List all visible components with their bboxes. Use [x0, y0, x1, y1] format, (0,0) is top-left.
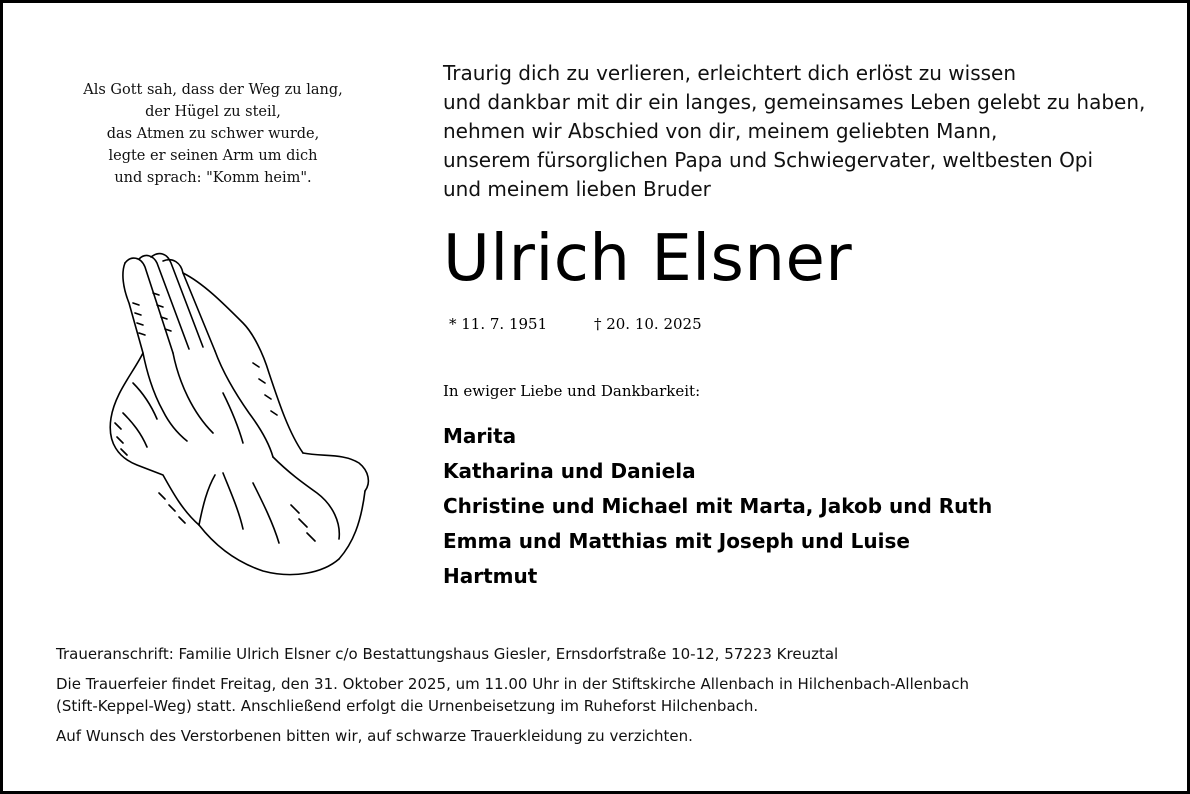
- address-text: Traueranschrift: Familie Ulrich Elsner c/o Bestattungshaus Giesler, Ernsdorfstraße 10-12, 57223 Kreuztal: [56, 645, 839, 663]
- poem-line: legte er seinen Arm um dich: [108, 148, 318, 164]
- birth-date: * 11. 7. 1951: [449, 315, 548, 333]
- intro-line: und meinem lieben Bruder: [443, 177, 711, 201]
- ceremony-line: Die Trauerfeier findet Freitag, den 31. Oktober 2025, um 11.00 Uhr in der Stiftskirche Allenbach in Hilchenbach-Allenbach: [56, 675, 969, 693]
- intro-line: Traurig dich zu verlieren, erleichtert dich erlöst zu wissen: [443, 61, 1017, 85]
- poem-line: Als Gott sah, dass der Weg zu lang,: [83, 82, 343, 98]
- mourner: Christine und Michael mit Marta, Jakob und Ruth: [443, 494, 993, 518]
- intro-line: unserem fürsorglichen Papa und Schwiegervater, weltbesten Opi: [443, 148, 1094, 172]
- intro-line: nehmen wir Abschied von dir, meinem geliebten Mann,: [443, 119, 998, 143]
- mourner: Marita: [443, 424, 517, 448]
- poem-line: das Atmen zu schwer wurde,: [106, 126, 320, 142]
- dress-wish: [56, 725, 1166, 747]
- ceremony-info: [56, 673, 1166, 717]
- life-dates: [449, 314, 702, 334]
- poem-line: und sprach: "Komm heim".: [114, 170, 312, 186]
- deceased-name: Ulrich Elsner: [443, 222, 853, 296]
- mourner: Katharina und Daniela: [443, 459, 696, 483]
- ceremony-line: (Stift-Keppel-Weg) statt. Anschließend erfolgt die Urnenbeisetzung im Ruheforst Hilchenbach.: [56, 697, 759, 715]
- praying-hands-icon: [103, 243, 383, 583]
- mourner: Hartmut: [443, 564, 538, 588]
- mourners-list: [443, 419, 992, 594]
- poem-line: der Hügel zu steil,: [145, 104, 281, 120]
- intro-line: und dankbar mit dir ein langes, gemeinsames Leben gelebt zu haben,: [443, 90, 1146, 114]
- mourner: Emma und Matthias mit Joseph und Luise: [443, 529, 910, 553]
- intro-text: [443, 59, 1163, 204]
- death-date: † 20. 10. 2025: [593, 315, 702, 333]
- wish-text: Auf Wunsch des Verstorbenen bitten wir, auf schwarze Trauerkleidung zu verzichten.: [56, 727, 693, 745]
- funeral-address: [56, 643, 1166, 665]
- dedication-line: In ewiger Liebe und Dankbarkeit:: [443, 382, 701, 400]
- poem: [53, 79, 373, 189]
- footer-info: [56, 643, 1166, 755]
